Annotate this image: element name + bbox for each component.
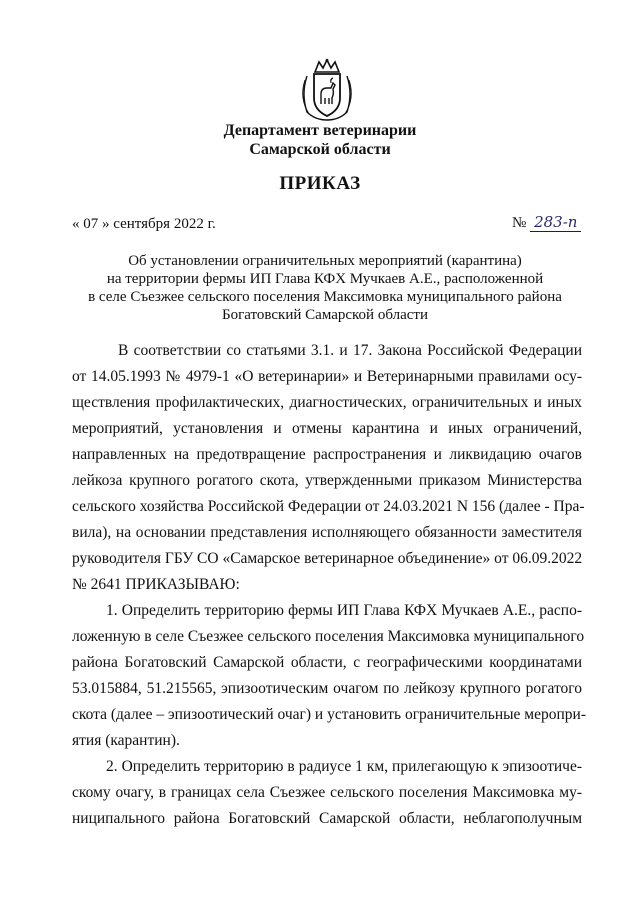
body-line: ложенную в селе Съезжее сельского поселения Максимовка муниципального [72, 628, 585, 645]
body-line: ниципального района Богатовский Самарской области, неблагополучным [72, 810, 582, 827]
body-line: 2. Определить территорию в радиусе 1 км, прилегающую к эпизоотиче- [106, 758, 582, 775]
document-body [72, 338, 586, 832]
subject-line: на территории фермы ИП Глава КФХ Мучкаев А.Е., расположенной [106, 271, 544, 287]
body-line: № 2641 ПРИКАЗЫВАЮ: [72, 576, 240, 593]
subject-line: Богатовский Самарской области [222, 307, 428, 323]
body-line: сельского хозяйства Российской Федерации от 24.03.2021 N 156 (далее - Пра- [72, 498, 585, 515]
document-date: « 07 » сентября 2022 г. [72, 216, 216, 232]
body-line: 1. Определить территорию фермы ИП Глава КФХ Мучкаев А.Е., распо- [106, 602, 582, 619]
body-line: В соответствии со статьями 3.1. и 17. Закона Российской Федерации [118, 342, 582, 359]
handwritten-number: 283-п [530, 213, 581, 232]
body-line: ятия (карантин). [72, 732, 180, 749]
body-line: ществления профилактических, диагностических, ограничительных и иных [72, 394, 582, 411]
body-line: мероприятий, установления и отмены карантина и иных ограничений, [72, 420, 582, 437]
document-subject [60, 252, 590, 324]
body-line: направленных на предотвращение распространения и ликвидацию очагов [72, 446, 582, 463]
subject-line: Об установлении ограничительных мероприятий (карантина) [128, 253, 522, 269]
department-name-line2: Самарской области [249, 141, 391, 158]
number-prefix: № [512, 215, 527, 231]
subject-line: в селе Съезжее сельского поселения Максимовка муниципального района [88, 289, 562, 305]
coat-of-arms-icon [297, 58, 357, 122]
body-line: скому очагу, в границах села Съезжее сельского поселения Максимовка му- [72, 784, 582, 801]
body-line: района Богатовский Самарской области, с географическими координатами [72, 654, 582, 671]
body-line: скота (далее – эпизоотический очаг) и установить ограничительные меропри- [72, 706, 586, 723]
department-name-line1: Департамент ветеринарии [223, 122, 417, 139]
body-line: 53.015884, 51.215565, эпизоотическим очагом по лейкозу крупного рогатого [72, 680, 582, 697]
body-line: от 14.05.1993 № 4979-1 «О ветеринарии» и Ветеринарными правилами осу- [72, 368, 582, 385]
document-number [512, 213, 581, 232]
body-line: вила), на основании представления исполняющего обязанности заместителя [72, 524, 582, 541]
body-line: руководителя ГБУ СО «Самарское ветеринарное объединение» от 06.09.2022 [72, 550, 583, 567]
body-line: лейкоза крупного рогатого скота, утвержденными приказом Министерства [72, 472, 582, 489]
document-title: ПРИКАЗ [279, 173, 361, 194]
